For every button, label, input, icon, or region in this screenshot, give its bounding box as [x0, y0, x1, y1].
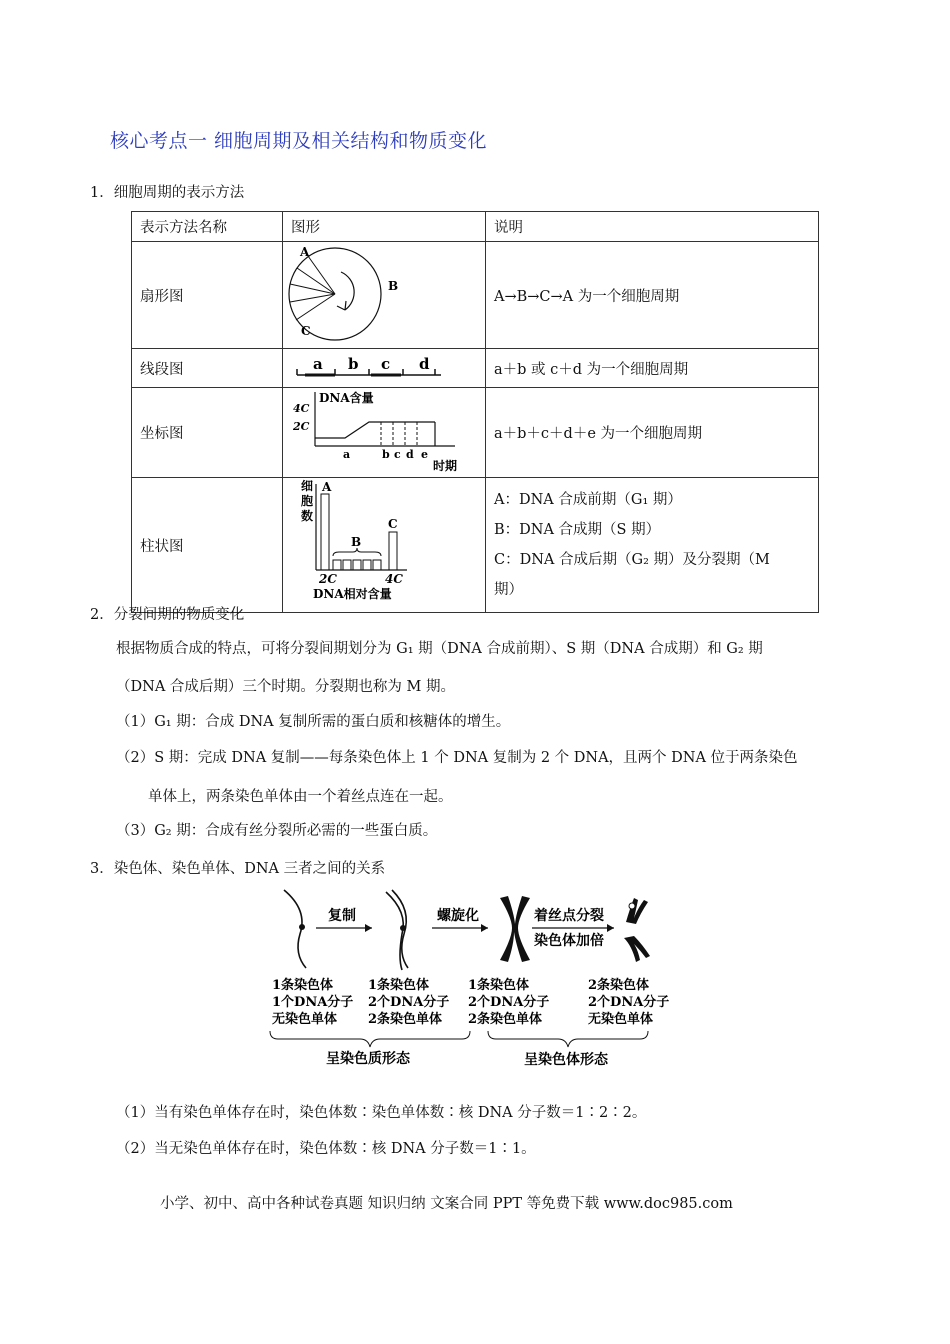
section3-heading: 3．染色体、染色单体、DNA 三者之间的关系	[90, 861, 386, 877]
centromere	[299, 924, 305, 930]
stage-label: 1个DNA分子	[272, 995, 354, 1010]
note-line: （1）当有染色单体存在时，染色体数∶染色单体数∶核 DNA 分子数＝1∶2∶2。	[116, 1105, 647, 1121]
segment-diagram	[283, 349, 469, 383]
arrow-head-icon	[481, 924, 488, 932]
row-desc: A→B→C→A 为一个细胞周期	[486, 242, 819, 349]
bar-b	[363, 560, 371, 570]
paragraph-line: 根据物质合成的特点，可将分裂间期划分为 G₁ 期（DNA 合成前期）、S 期（DNA 合成期）和 G₂ 期	[116, 641, 763, 657]
section2-heading: 2．分裂间期的物质变化	[90, 607, 245, 623]
note-line: （2）当无染色单体存在时，染色体数∶核 DNA 分子数＝1∶1。	[116, 1141, 536, 1157]
x-tick: 4C	[385, 572, 403, 586]
row-desc: a＋b 或 c＋d 为一个细胞周期	[486, 349, 819, 388]
group-label: 呈染色体形态	[524, 1052, 608, 1068]
fig-cell	[283, 478, 486, 613]
segment-label-d: d	[419, 355, 430, 373]
group-brace	[270, 1031, 470, 1047]
paragraph-line: （DNA 合成后期）三个时期。分裂期也称为 M 期。	[116, 679, 455, 695]
header-cell: 说明	[486, 212, 819, 242]
centromere	[629, 903, 635, 909]
bar-b	[373, 560, 381, 570]
row-desc: a＋b＋c＋d＋e 为一个细胞周期	[486, 388, 819, 478]
stage-label: 1条染色体	[272, 978, 334, 993]
fig-cell	[283, 349, 486, 388]
bar-label-c: C	[388, 517, 398, 531]
segment-label-b: b	[348, 355, 359, 373]
table-row	[132, 242, 819, 349]
stage-label: 2条染色单体	[468, 1012, 543, 1027]
page-title: 核心考点一 细胞周期及相关结构和物质变化	[110, 130, 488, 152]
bar-b	[343, 560, 351, 570]
sector-label-b: B	[388, 279, 399, 293]
x-tick: a	[343, 448, 351, 461]
stage-label: 2条染色体	[588, 978, 650, 993]
x-tick: d	[406, 448, 414, 461]
daughter-chromosome	[626, 898, 648, 924]
y-axis-label: 胞	[301, 494, 314, 508]
row-name: 坐标图	[132, 388, 283, 478]
segment-label-a: a	[313, 355, 323, 373]
group-brace	[488, 1031, 648, 1047]
stage-label: 2个DNA分子	[368, 995, 450, 1010]
table-header-row	[132, 212, 819, 242]
arrow-head-icon	[337, 301, 346, 310]
row-desc	[486, 478, 819, 613]
bar-b	[353, 560, 361, 570]
section1-heading: 1．细胞周期的表示方法	[90, 185, 245, 201]
stage-label: 2条染色单体	[368, 1012, 443, 1027]
x-chromosome	[500, 896, 530, 962]
paragraph-line: （2）S 期：完成 DNA 复制——每条染色体上 1 个 DNA 复制为 2 个 DNA，且两个 DNA 位于两条染色	[116, 750, 798, 766]
sector-diagram	[283, 242, 469, 344]
cycle-methods-table	[131, 211, 819, 613]
arrow-label: 螺旋化	[437, 908, 479, 924]
cycle-arrow-arc	[341, 272, 354, 310]
histogram-diagram	[283, 478, 469, 608]
coordinate-diagram	[283, 388, 469, 473]
row-name: 柱状图	[132, 478, 283, 613]
paragraph-line: 单体上，两条染色单体由一个着丝点连在一起。	[148, 789, 453, 805]
chromatid-strand	[386, 892, 403, 970]
x-tick: b	[382, 448, 390, 461]
group-label: 呈染色质形态	[326, 1051, 410, 1067]
header-cell: 图形	[283, 212, 486, 242]
x-axis-label: DNA相对含量	[313, 587, 392, 601]
x-tick: c	[394, 448, 401, 461]
chromosome-diagram	[262, 888, 692, 1073]
header-cell: 表示方法名称	[132, 212, 283, 242]
x-tick: 2C	[319, 572, 337, 586]
table-row	[132, 349, 819, 388]
stage-label: 无染色单体	[588, 1012, 654, 1027]
stage-label: 无染色单体	[272, 1012, 338, 1027]
stage-label: 2个DNA分子	[468, 995, 550, 1010]
arrow-head-icon	[607, 924, 614, 932]
y-tick: 2C	[293, 420, 310, 433]
arrow-head-icon	[365, 924, 372, 932]
brace	[333, 548, 381, 556]
desc-line: A：DNA 合成前期（G₁ 期）	[494, 492, 682, 508]
bar-c	[389, 532, 397, 570]
desc-line: B：DNA 合成期（S 期）	[494, 522, 661, 538]
bar-b	[333, 560, 341, 570]
centromere	[400, 925, 406, 931]
x-axis-label: 时期	[433, 459, 458, 473]
y-axis-label: 细	[301, 479, 314, 493]
bar-a	[321, 494, 329, 570]
segment-label-c: c	[381, 355, 391, 373]
desc-line: C：DNA 合成后期（G₂ 期）及分裂期（M	[494, 552, 770, 568]
page-footer: 小学、初中、高中各种试卷真题 知识归纳 文案合同 PPT 等免费下载 www.doc985.com	[160, 1196, 733, 1212]
stage-label: 1条染色体	[468, 978, 530, 993]
stage-labels	[272, 977, 669, 1027]
y-tick: 4C	[293, 402, 310, 415]
row-name: 线段图	[132, 349, 283, 388]
arrow-label: 着丝点分裂	[534, 908, 604, 924]
table-row	[132, 388, 819, 478]
fig-cell	[283, 242, 486, 349]
bar-label-a: A	[322, 480, 332, 494]
radius-line	[308, 256, 335, 294]
sector-label-a: A	[300, 245, 310, 259]
x-tick: e	[421, 448, 428, 461]
daughter-chromosome	[624, 936, 650, 962]
paragraph-line: （3）G₂ 期：合成有丝分裂所必需的一些蛋白质。	[116, 823, 438, 839]
paragraph-line: （1）G₁ 期：合成 DNA 复制所需的蛋白质和核糖体的增生。	[116, 714, 511, 730]
fig-cell	[283, 388, 486, 478]
bar-label-b: B	[351, 535, 362, 549]
stage-label: 1条染色体	[368, 978, 430, 993]
sector-label-c: C	[301, 324, 311, 338]
stage-label: 2个DNA分子	[588, 995, 670, 1010]
y-axis-label: DNA含量	[319, 391, 374, 405]
y-axis-label: 数	[301, 509, 314, 523]
table-row	[132, 478, 819, 613]
arrow-label: 染色体加倍	[534, 933, 604, 949]
desc-line: 期）	[494, 582, 523, 598]
arrow-label: 复制	[328, 908, 356, 924]
row-name: 扇形图	[132, 242, 283, 349]
